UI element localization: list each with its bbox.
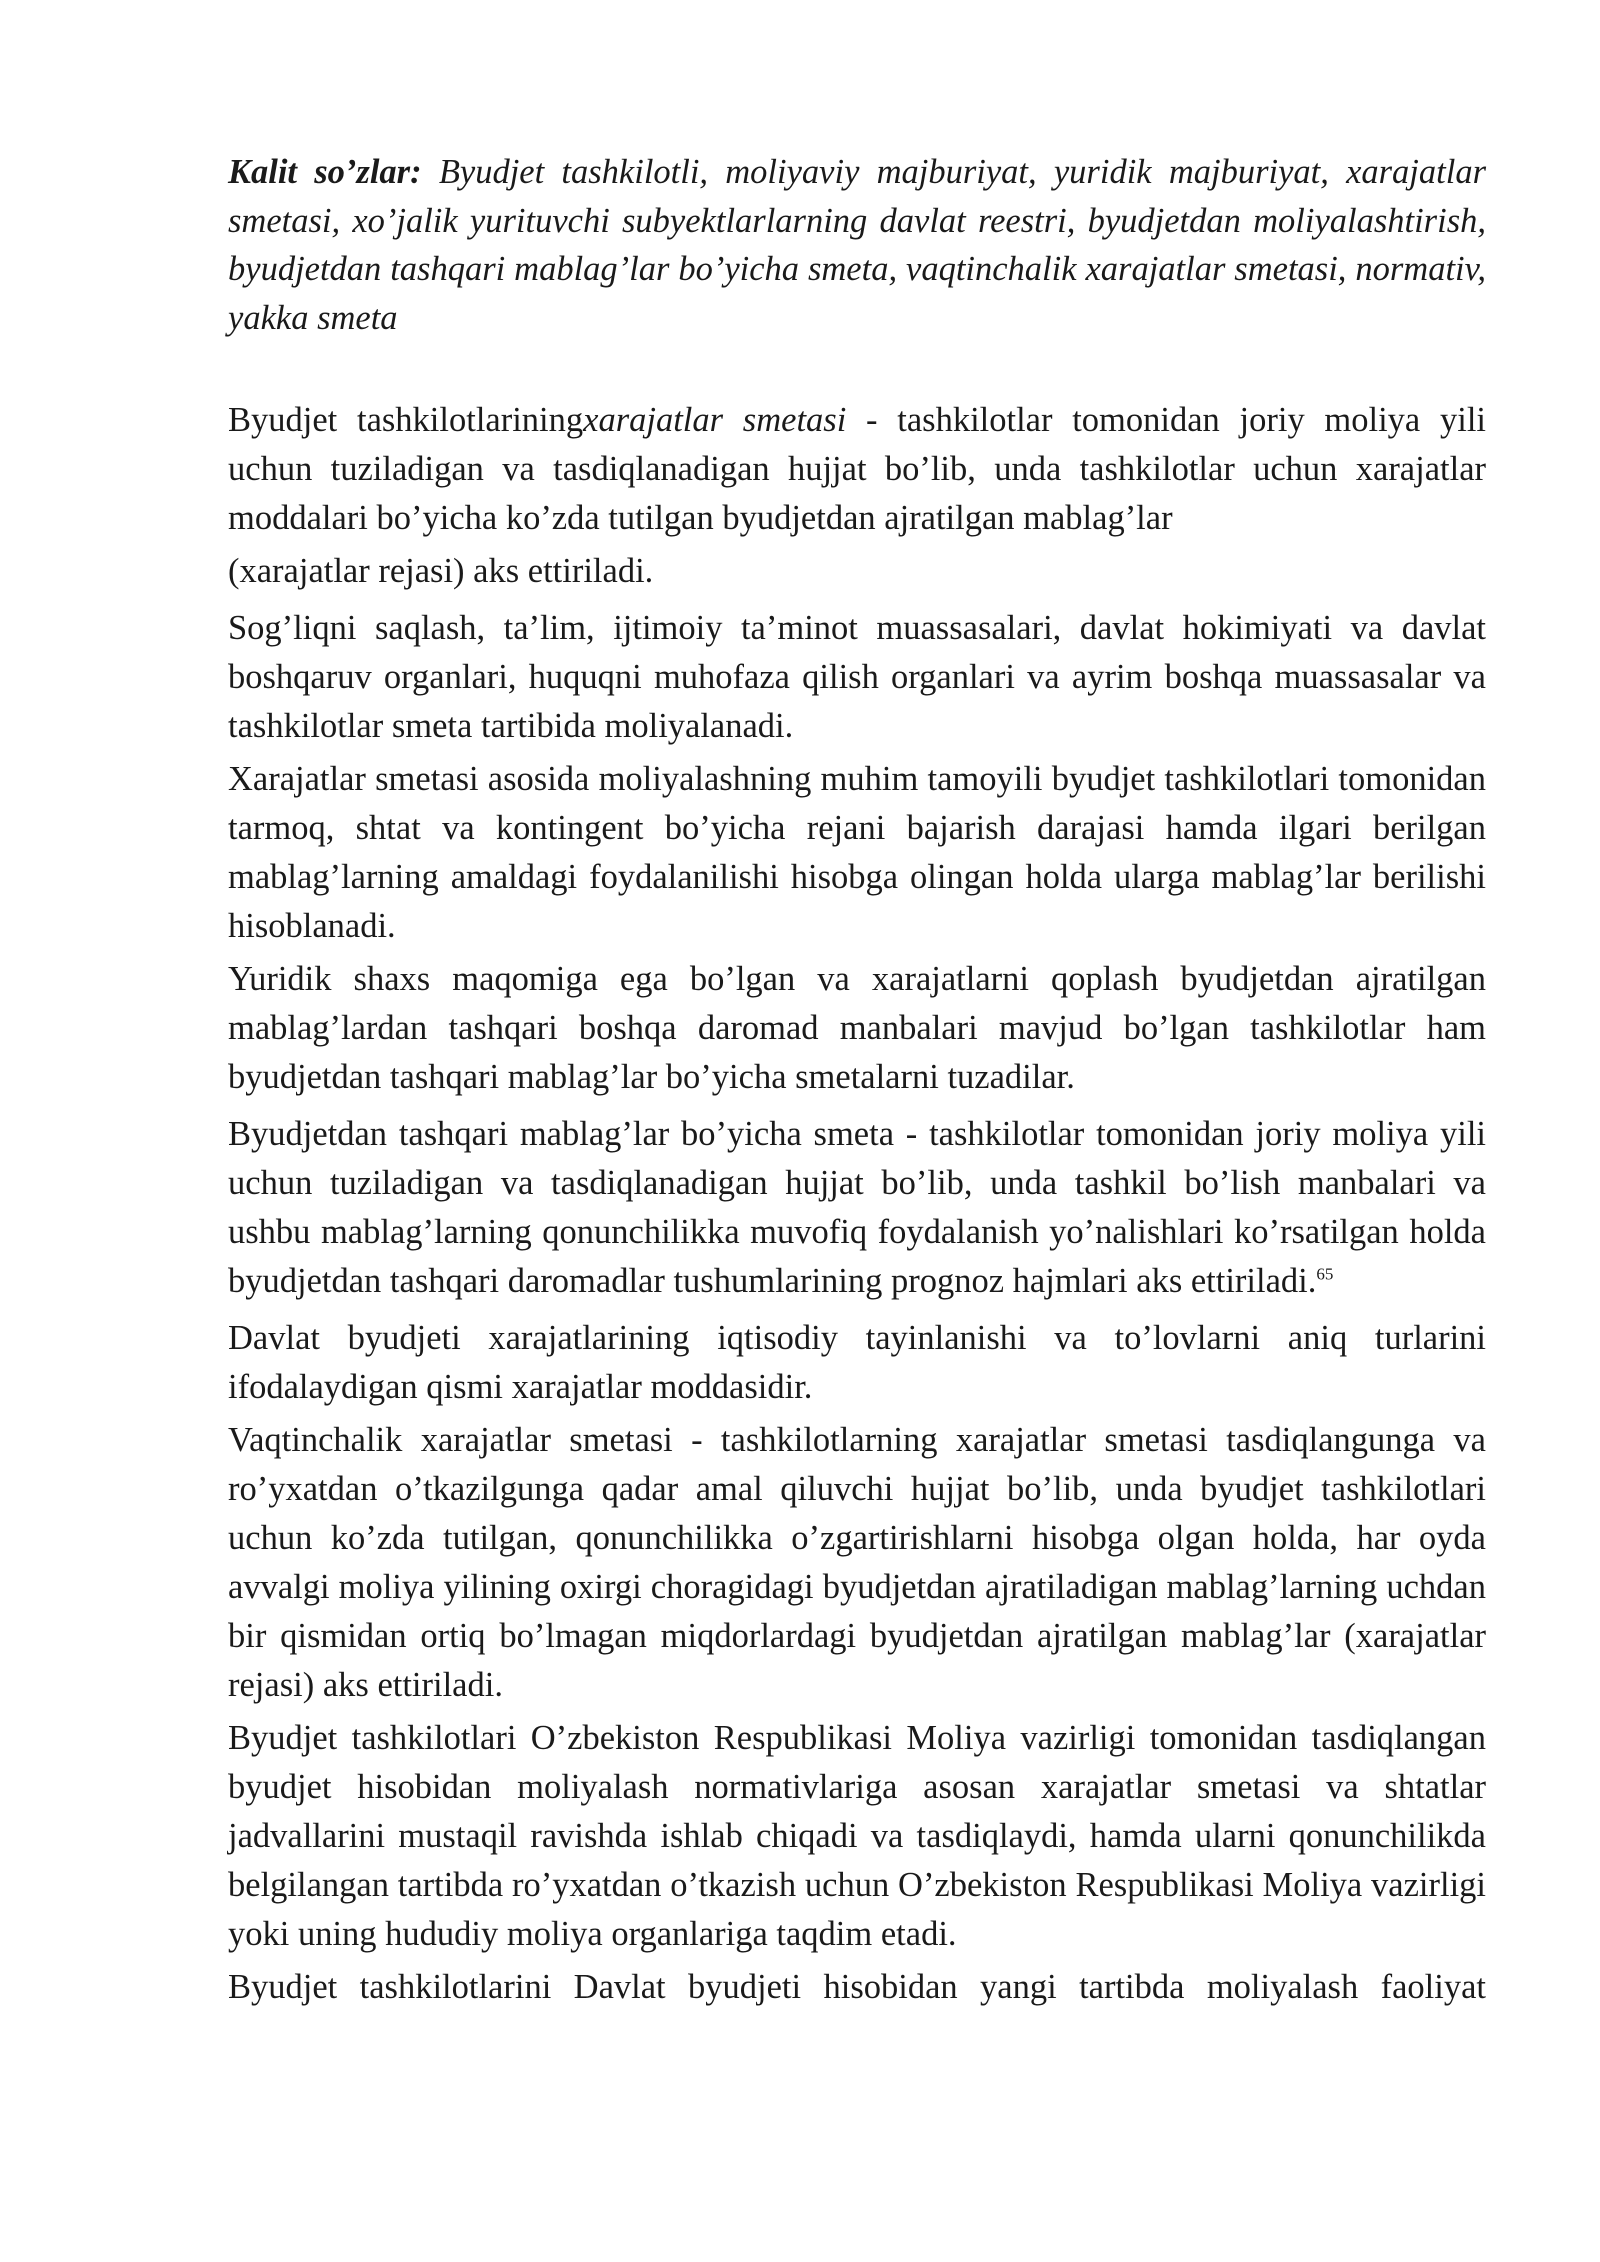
paragraph-new-financing: Byudjet tashkilotlarini Davlat byudjeti hisobidan yangi tartibda moliyalash faoliyat (228, 1968, 1486, 2006)
paragraph-smeta-definition-start: Byudjet tashkilotlarining (228, 401, 584, 439)
footnote-marker: 65 (1316, 1264, 1334, 1284)
paragraph-smeta-definition-tail: (xarajatlar rejasi) aks ettiriladi. (228, 552, 654, 590)
paragraph-legal-entities: Yuridik shaxs maqomiga ega bo’lgan va xarajatlarni qoplash byudjetdan ajratilgan mablag’lardan tashqari boshqa daromad manbalari mavjud bo’lgan tashkilotlar ham byudjetdan tashqari mablag’lar bo’yicha smetalarni tuzadilar. (228, 960, 1486, 1096)
paragraph-smeta-definition-rest: - tashkilotlar tomonidan joriy moliya yili uchun tuziladigan va tasdiqlanadigan hujjat bo’lib, unda tashkilotlar uchun xarajatlar moddalari bo’yicha ko’zda tutilgan byudjetdan ajratilgan mablag’lar (228, 401, 1486, 537)
keywords-label: Kalit so’zlar: (228, 153, 422, 191)
paragraph-expense-item: Davlat byudjeti xarajatlarining iqtisodiy tayinlanishi va to’lovlarni aniq turlarini ifodalaydigan qismi xarajatlar moddasidir. (228, 1319, 1486, 1406)
paragraph-extrabudgetary-smeta-text: Byudjetdan tashqari mablag’lar bo’yicha smeta - tashkilotlar tomonidan joriy moliya yili uchun tuziladigan va tasdiqlanadigan hujjat bo’lib, unda tashkil bo’lish manbalari va ushbu mablag’larning qonunchilikka muvofiq foydalanish yo’nalishlari ko’rsatilgan holda byudjetdan tashqari daromadlar tushumlarining prognoz hajmlari aks ettiriladi. (228, 1115, 1486, 1300)
paragraph-financed-institutions: Sog’liqni saqlash, ta’lim, ijtimoiy ta’minot muassasalari, davlat hokimiyati va davlat boshqaruv organlari, huquqni muhofaza qilish organlari va ayrim boshqa muassasalar va tashkilotlar smeta tartibida moliyalanadi. (228, 609, 1486, 745)
paragraph-smeta-definition (228, 396, 1486, 543)
paragraph-smeta-definition-term: xarajatlar smetasi (583, 401, 847, 439)
document-page (228, 148, 1486, 2016)
paragraph-extrabudgetary-smeta (228, 1110, 1486, 1306)
paragraph-financing-principle: Xarajatlar smetasi asosida moliyalashning muhim tamoyili byudjet tashkilotlari tomonidan tarmoq, shtat va kontingent bo’yicha rejani bajarish darajasi hamda ilgari berilgan mablag’larning amaldagi foydalanilishi hisobga olingan holda ularga mablag’lar berilishi hisoblanadi. (228, 760, 1486, 945)
keywords-text: Byudjet tashkilotli, moliyaviy majburiyat, yuridik majburiyat, xarajatlar smetasi, xo’jalik yurituvchi subyektlarlarning davlat reestri, byudjetdan moliyalashtirish, byudjetdan tashqari mablag’lar bo’yicha smeta, vaqtinchalik xarajatlar smetasi, normativ, yakka smeta (228, 153, 1486, 337)
paragraph-smeta-registration: Byudjet tashkilotlari O’zbekiston Respublikasi Moliya vazirligi tomonidan tasdiqlangan byudjet hisobidan moliyalash normativlariga asosan xarajatlar smetasi va shtatlar jadvallarini mustaqil ravishda ishlab chiqadi va tasdiqlaydi, hamda ularni qonunchilikda belgilangan tartibda ro’yxatdan o’tkazish uchun O’zbekiston Respublikasi Moliya vazirligi yoki uning hududiy moliya organlariga taqdim etadi. (228, 1719, 1486, 1953)
paragraph-temporary-smeta: Vaqtinchalik xarajatlar smetasi - tashkilotlarning xarajatlar smetasi tasdiqlangunga va ro’yxatdan o’tkazilgunga qadar amal qiluvchi hujjat bo’lib, unda byudjet tashkilotlari uchun ko’zda tutilgan, qonunchilikka o’zgartirishlarni hisobga olgan holda, har oyda avvalgi moliya yilining oxirgi choragidagi byudjetdan ajratiladigan mablag’larning uchdan bir qismidan ortiq bo’lmagan miqdorlardagi byudjetdan ajratilgan mablag’lar (xarajatlar rejasi) aks ettiriladi. (228, 1421, 1486, 1704)
keywords-paragraph (228, 148, 1486, 342)
